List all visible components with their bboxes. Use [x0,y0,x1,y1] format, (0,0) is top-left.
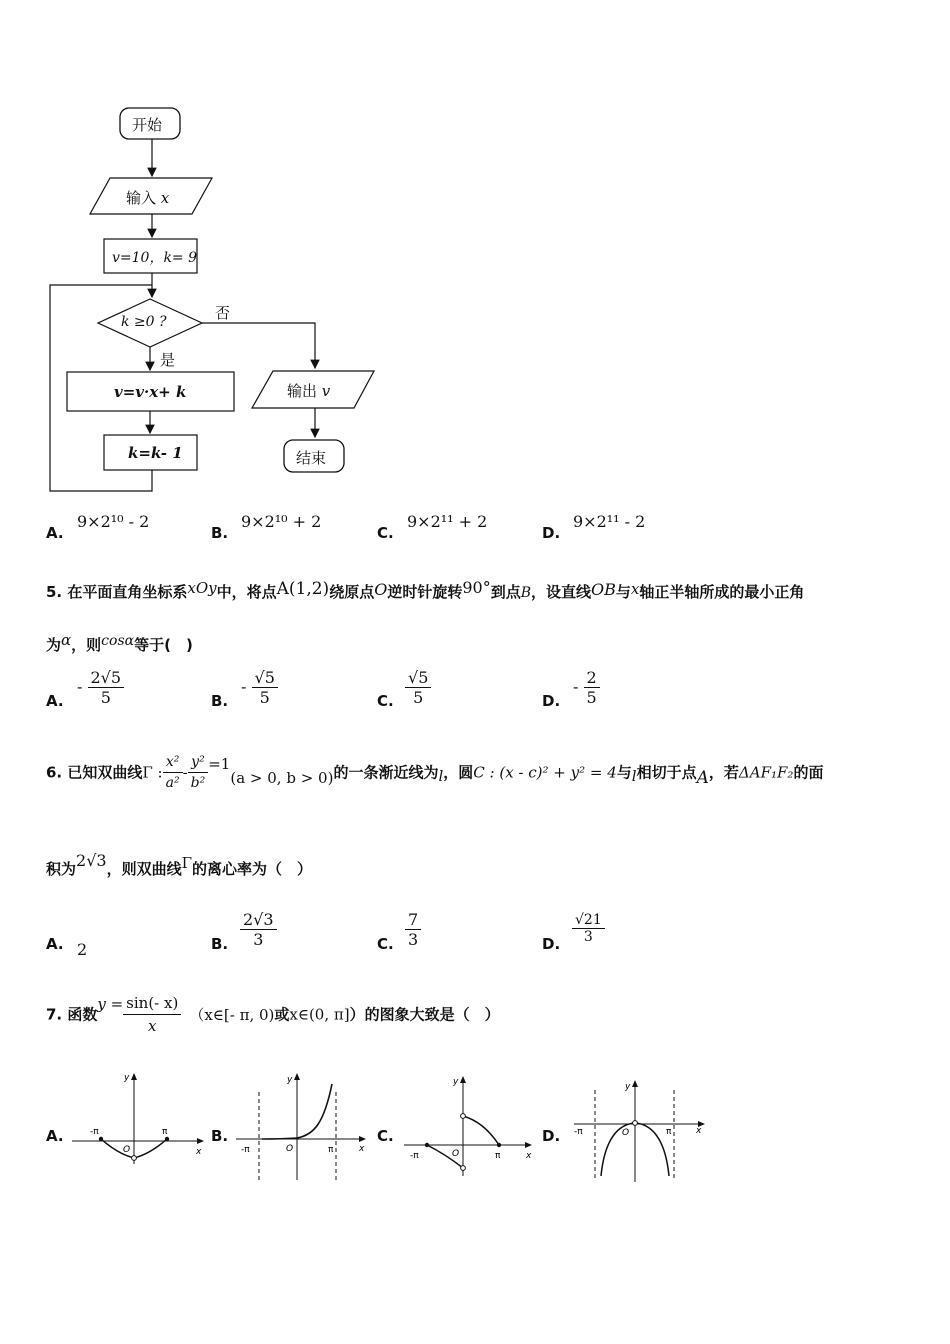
q5-option-a-value [77,668,124,707]
y-axis-arrow [294,1073,300,1080]
q5-math: B [520,585,532,601]
q6-text: 的离心率为（ ） [192,860,313,878]
condition-label: k ≥0 ? [121,314,167,330]
q7-text: 7. 函数 [46,1005,98,1024]
q5-option-c-fraction [405,668,431,707]
q5-option-b-value [241,668,278,707]
q6-text: 的一条渐近线为 [333,763,439,782]
q6-math: 2√3 [76,851,107,870]
q6-option-d-den: 3 [583,929,593,945]
end-label: 结束 [296,449,327,467]
q6-math: l [631,767,637,785]
q5-math: OB [591,580,616,599]
q6-math: l [438,767,444,785]
pi-label: π [495,1151,501,1161]
q7-math: x∈(0, π] [289,1005,350,1024]
endpoint-dot [99,1137,103,1141]
q5-option-d-sign: - [573,677,579,696]
q5-option-c-letter: C. [377,692,394,710]
q6-option-d-num: √21 [572,912,605,929]
yes-label: 是 [160,351,176,369]
q5-option-b-den: 5 [259,688,270,707]
q6-fraction-y [188,752,209,793]
q5-text: 逆时针旋转 [387,583,463,601]
output-var: v [321,382,331,400]
q6-fraction-x [163,752,183,793]
input-label [126,187,169,208]
q5-text: 5. 在平面直角坐标系 [46,583,188,601]
y-label: y [287,1075,293,1085]
no-label: 否 [215,304,231,322]
flowchart [40,100,400,500]
init-label: v=10，k= 9 [112,250,198,266]
q5-math: A(1,2) [276,579,330,599]
q4-option-c-value: 9×2¹¹ + 2 [407,512,488,531]
hole-dot [461,1166,466,1171]
q5-line2 [46,631,193,655]
q6-line2 [46,851,312,879]
q6-math: a² [165,775,180,791]
x-axis-arrow [525,1142,532,1148]
update-v-label: v=v·x+ k [114,383,187,401]
x-label: x [359,1144,365,1154]
q6-math: (a > 0, b > 0) [230,769,334,787]
q6-option-d-fraction [572,912,605,945]
x-axis-arrow [197,1138,204,1144]
flowchart-lines [40,100,400,500]
q6-text: 积为 [46,860,77,878]
q5-option-d-fraction [584,668,600,707]
q7-math: y = [97,995,124,1013]
q6-option-b-den: 3 [253,930,264,949]
q5-option-b-letter: B. [211,692,229,710]
q6-option-c-fraction [405,910,421,949]
q5-option-a-sign: - [77,677,83,696]
q4-option-b-value: 9×2¹⁰ + 2 [241,512,322,531]
q6-text: ，圆 [443,763,474,782]
q6-math: y² [188,752,209,773]
q7-option-b-letter: B. [211,1127,229,1145]
q5-math: O [374,580,388,599]
q5-option-c-value [405,668,431,707]
q5-math: α [61,631,72,649]
output-text: 输出 [287,382,318,400]
endpoint-dot [165,1137,169,1141]
q7-graph-b [232,1068,372,1183]
q6-math: C : (x - c)² + y² = 4 [473,763,617,782]
x-axis-arrow [359,1136,366,1142]
q5-text: 轴正半轴所成的最小正角 [639,583,805,601]
y-axis-arrow [632,1080,638,1087]
q5-option-c-num: √5 [405,668,431,688]
q6-math: x² [163,752,183,773]
q5-option-b-fraction [252,668,278,707]
q5-math: x [630,580,640,598]
origin-label: O [452,1149,460,1159]
q5-math: cosα [101,633,135,649]
endpoint-dot [497,1143,501,1147]
q4-option-d-letter: D. [542,524,561,542]
q6-math: ΔAF₁F₂ [738,763,794,782]
q7-fraction [123,992,181,1037]
origin-label: O [123,1145,131,1155]
y-label: y [625,1082,631,1092]
q5-math: 90° [462,578,491,597]
q5-option-a-letter: A. [46,692,64,710]
y-axis-arrow [131,1073,137,1080]
q5-text: 到点 [490,583,521,601]
q6-line1 [46,752,823,793]
q5-option-a-fraction [88,668,125,707]
q6-text: ，则双曲线 [106,860,182,878]
x-label: x [196,1147,202,1157]
q5-option-a-den: 5 [100,688,111,707]
y-axis-arrow [460,1076,466,1083]
q6-option-b-num: 2√3 [240,910,277,930]
q7-math: （x∈[- π, 0) [189,1005,275,1024]
y-label: y [124,1073,130,1083]
q4-option-c-letter: C. [377,524,394,542]
pi-label: π [666,1127,672,1137]
q5-text: ，则 [71,636,102,654]
q5-option-c-den: 5 [413,688,424,707]
q6-option-d-value [572,912,605,945]
q6-math: - [182,763,188,782]
output-label [287,380,330,401]
neg-pi-label: -π [574,1127,583,1137]
y-label: y [453,1077,459,1087]
q5-option-b-num: √5 [252,668,278,688]
q5-line1 [46,578,804,602]
q4-option-a-value: 9×2¹⁰ - 2 [77,512,150,531]
q6-text: 的面 [793,763,824,782]
hole-dot [633,1121,638,1126]
q5-option-a-num: 2√5 [88,668,125,688]
q4-option-b-letter: B. [211,524,229,542]
neg-pi-label: -π [90,1127,99,1137]
q7-graph-c [400,1072,540,1182]
q6-text: 相切于点 [636,763,697,782]
x-label: x [696,1126,702,1136]
x-label: x [526,1151,532,1161]
q5-text: 等于( ) [134,636,193,654]
q6-option-c-value [405,910,421,949]
q7-graph-a [68,1068,208,1168]
q5-text: 与 [615,583,631,601]
neg-pi-label: -π [241,1145,250,1155]
pi-label: π [162,1127,168,1137]
q7-math: sin(- x) [123,992,181,1015]
input-text: 输入 [126,189,157,207]
q6-option-b-letter: B. [211,935,229,953]
q7-option-d-letter: D. [542,1127,561,1145]
hole-dot [132,1156,137,1161]
neg-pi-label: -π [410,1151,419,1161]
q5-text: 为 [46,636,62,654]
update-k-label: k=k- 1 [128,444,183,462]
q6-option-a-letter: A. [46,935,64,953]
q4-option-a-letter: A. [46,524,64,542]
hole-dot [461,1114,466,1119]
q6-option-c-den: 3 [408,930,419,949]
q6-option-c-num: 7 [405,910,421,930]
q5-option-d-value [573,668,600,707]
q6-text: 6. 已知双曲线 [46,763,143,782]
origin-label: O [286,1144,294,1154]
q6-math: Γ : [142,763,163,782]
endpoint-dot [425,1143,429,1147]
q7-text: ）的图象大致是（ ） [349,1005,500,1024]
q6-math: b² [190,775,206,791]
q6-option-a-value: 2 [77,940,88,959]
q6-text: ，若 [708,763,739,782]
q6-option-b-value [240,910,277,949]
q6-math: =1 [208,755,231,773]
q6-math: Γ [181,854,193,872]
q5-option-d-num: 2 [584,668,600,688]
q6-math: A [696,768,709,788]
q5-math: xOy [187,579,217,597]
q5-text: 绕原点 [329,583,375,601]
q5-option-b-sign: - [241,677,247,696]
q5-option-d-den: 5 [586,688,597,707]
q7-text: 或 [274,1005,290,1024]
q5-text: ，设直线 [531,583,592,601]
q7-graph-d [570,1076,710,1186]
q6-option-d-letter: D. [542,935,561,953]
q5-text: 中，将点 [216,583,277,601]
input-var: x [160,189,170,207]
pi-label: π [328,1145,334,1155]
q6-option-c-letter: C. [377,935,394,953]
q7-option-c-letter: C. [377,1127,394,1145]
q6-text: 与 [616,763,632,782]
q7-math: x [148,1017,157,1035]
origin-label: O [622,1128,630,1138]
curve-right [463,1116,499,1145]
q4-option-d-value: 9×2¹¹ - 2 [573,512,646,531]
q5-option-d-letter: D. [542,692,561,710]
q7-option-a-letter: A. [46,1127,64,1145]
start-label: 开始 [132,116,163,134]
q7-line [46,992,500,1037]
q6-option-b-fraction [240,910,277,949]
